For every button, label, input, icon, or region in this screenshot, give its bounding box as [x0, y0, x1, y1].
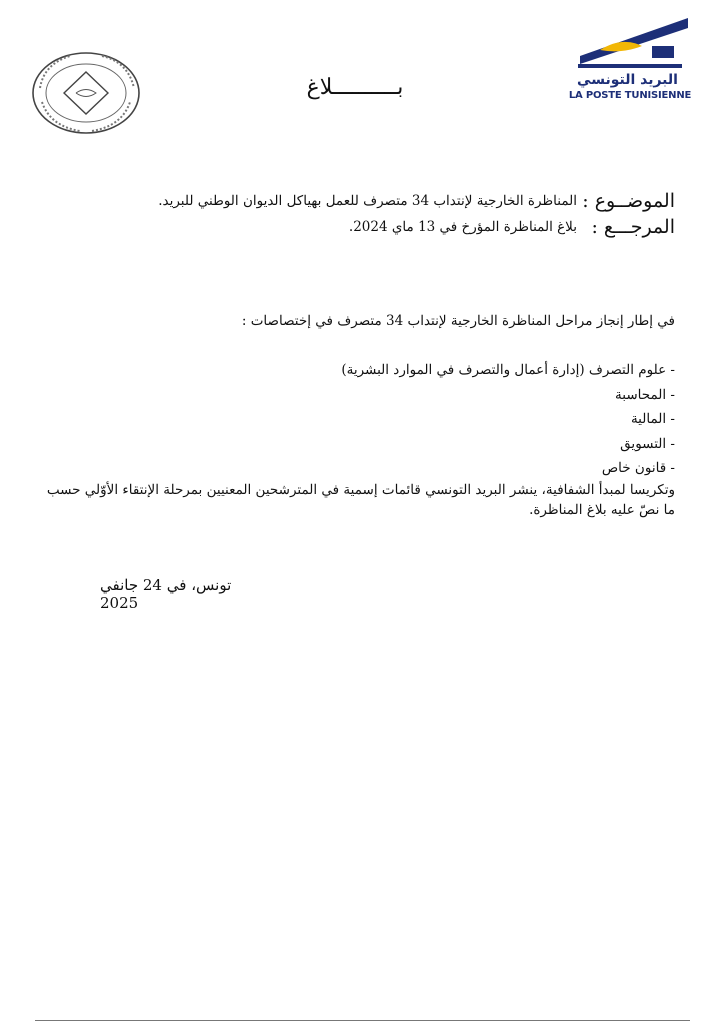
list-item: - المالية — [630, 411, 675, 427]
specialty-list — [45, 358, 675, 481]
list-item: - قانون خاص — [601, 460, 675, 476]
office-stamp-icon — [30, 50, 142, 136]
page-title: بــــــــــلاغ — [306, 75, 404, 100]
reference-value: بلاغ المناظرة المؤرخ في 13 ماي 2024. — [348, 219, 577, 235]
subject-value: المناظرة الخارجية لإنتداب 34 متصرف للعمل بهياكل الديوان الوطني للبريد. — [158, 193, 577, 209]
reference-label: المرجـــع : — [591, 216, 675, 238]
closing-paragraph: وتكريسا لمبدأ الشفافية، ينشر البريد التونسي قائمات إسمية في المترشحين المعنيين بمرحلة الإنتقاء الأوّلي حسب ما نصّ عليه بلاغ المناظرة. — [46, 482, 675, 518]
subject-label: الموضــوع : — [582, 190, 675, 212]
intro-paragraph: في إطار إنجاز مراحل المناظرة الخارجية لإنتداب 34 متصرف في إختصاصات : — [241, 313, 675, 329]
logo-french-name: LA POSTE TUNISIENNE — [568, 90, 692, 101]
list-item: - المحاسبة — [615, 386, 675, 403]
list-item: - علوم التصرف (إدارة أعمال والتصرف في الموارد البشرية) — [341, 362, 675, 378]
list-item: - التسويق — [620, 435, 675, 452]
logo-arabic-name: البريد التونسي — [577, 72, 678, 88]
footer-divider — [35, 1020, 690, 1021]
place-date: تونس، في 24 جانفي 2025 — [100, 576, 232, 612]
